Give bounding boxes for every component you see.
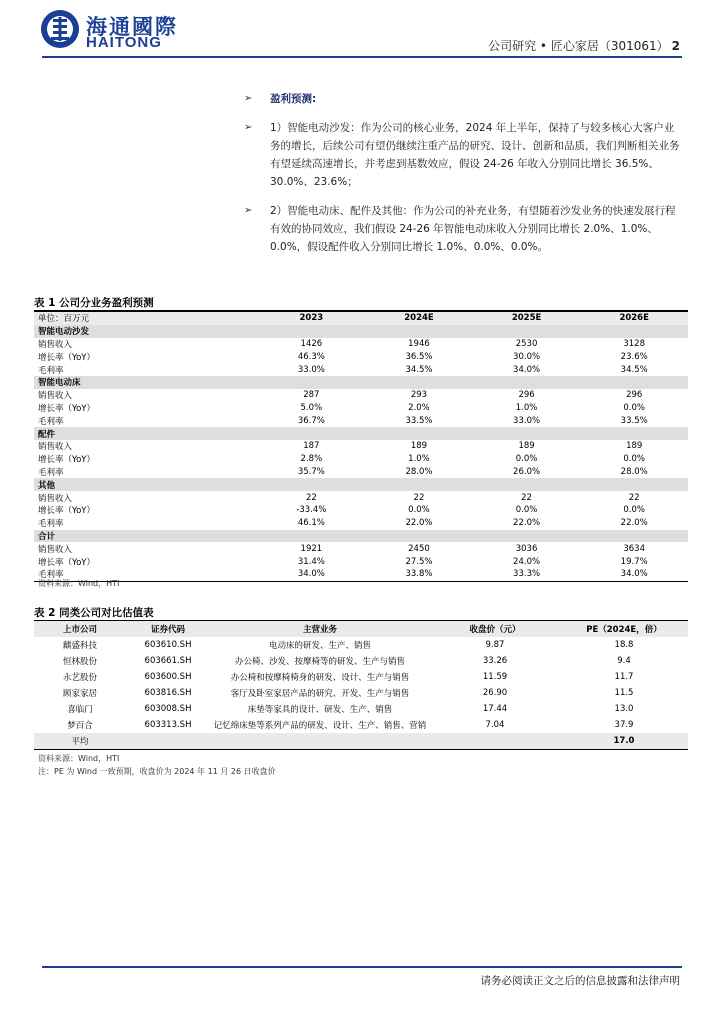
metric-value: 3036 [515,543,538,554]
metric-value: 31.4% [297,556,325,567]
metric-value: 189 [410,441,428,452]
table-row [34,568,688,581]
metric-label: 增长率（YoY） [38,557,95,568]
stock-code: 603008.SH [144,704,192,714]
close-price: 7.04 [485,720,505,730]
average-pe: 17.0 [560,733,688,750]
metric-value: 26.0% [513,466,541,477]
table1-source: 资料来源：Wind，HTI [38,579,120,588]
metric-value: 1426 [300,338,323,349]
table-row [34,504,688,517]
main-business: 办公椅、沙发、按摩椅等的研发、生产与销售 [234,657,405,667]
arrow-bullet-icon: ➢ [244,122,253,133]
metric-value: 34.5% [620,364,648,375]
segment-group-row [34,530,688,543]
table-row [34,338,688,351]
metric-label: 增长率（YoY） [38,352,95,363]
metric-value: 35.7% [297,466,325,477]
main-business: 床垫等家具的设计、研发、生产、销售 [247,705,393,715]
metric-value: 19.7% [620,556,648,567]
metric-value: 36.5% [405,351,433,362]
metric-label: 增长率（YoY） [38,506,95,517]
metric-value: 296 [518,390,535,401]
pe-value: 18.8 [614,640,634,650]
metric-value: 22 [628,492,640,503]
metric-value: 33.0% [297,364,325,375]
table-row [34,542,688,555]
table-row [34,491,688,504]
metric-value: 0.0% [623,402,645,413]
header-company: 上市公司 [34,621,126,637]
segment-name: 配件 [34,427,258,440]
average-row [34,733,688,750]
pe-value: 9.4 [617,656,631,666]
company-name: 梦百合 [67,721,93,731]
year-header: 2023 [258,312,366,325]
bullet-item-text: 1）智能电动沙发：作为公司的核心业务，2024 年上半年，保持了与较多核心大客户业务的增长，后续公司有望仍继续注重产品的研究、设计、创新和品质，我们判断相关业务有望延续高速增长，并考虑到基数效应，假设 24-26 年收入分别同比增长 36.5%、30.0%、23.6%； [270,122,680,188]
pe-value: 13.0 [614,704,634,714]
table-row [34,402,688,415]
table-row [34,653,688,669]
metric-value: 5.0% [300,402,323,413]
arrow-bullet-icon: ➢ [244,205,253,216]
bullet-item-text: 2）智能电动床、配件及其他：作为公司的补充业务，有望随着沙发业务的快速发展行程有效的协同效应，我们假设 24-26 年智能电动床收入分别同比增长 2.0%、1.0%、0.0%，假设配件收入分别同比增长 1.0%、0.0%、0.0%。 [270,205,676,253]
metric-value: 28.0% [620,466,648,477]
metric-label: 增长率（YoY） [38,403,95,414]
metric-value: 24.0% [513,556,541,567]
metric-label: 增长率（YoY） [38,455,95,466]
metric-value: 2.0% [408,402,430,413]
main-business: 客厅及卧室家居产品的研究、开发、生产与销售 [230,689,410,699]
pe-value: 11.7 [614,672,634,682]
table-row [34,517,688,530]
segment-group-row [34,478,688,491]
metric-value: 34.0% [513,364,541,375]
segment-forecast-table [34,312,688,582]
metric-label: 销售收入 [38,391,73,402]
metric-value: 0.0% [515,454,538,465]
metric-value: 189 [518,441,535,452]
main-business: 办公椅和按摩椅椅身的研发、设计、生产与销售 [230,673,410,683]
metric-value: 0.0% [623,454,645,465]
table-row [34,440,688,453]
logo-chinese-text: 海通國際 [86,15,178,39]
header-code: 证券代码 [126,621,210,637]
metric-value: 46.1% [297,518,325,529]
table2-source: 资料来源：Wind，HTI [38,754,120,763]
stock-code: 603600.SH [144,672,192,682]
metric-value: 22.0% [405,518,433,529]
table-row [34,363,688,376]
page-header [0,0,724,60]
metric-value: 0.0% [623,505,645,516]
main-business: 电动床的研发、生产、销售 [268,641,371,651]
metric-label: 毛利率 [38,519,64,530]
metric-value: 22 [305,492,317,503]
metric-value: 27.5% [405,556,433,567]
table-row [34,414,688,427]
forecast-bullets [244,90,684,267]
header-pe: PE（2024E，倍） [560,621,688,637]
metric-label: 销售收入 [38,544,73,555]
metric-value: 0.0% [408,505,430,516]
metric-value: 34.5% [405,364,433,375]
segment-group-row [34,376,688,389]
table-header-row [34,621,688,637]
main-business: 记忆绵床垫等系列产品的研发、设计、生产、销售、营销 [213,721,427,731]
metric-value: 30.0% [513,351,541,362]
year-header: 2026E [580,312,688,325]
company-name: 顾家家居 [62,689,97,699]
segment-group-row [34,427,688,440]
stock-code: 603816.SH [144,688,192,698]
table-row [34,717,688,733]
metric-value: 2530 [515,338,538,349]
stock-code: 603313.SH [144,720,192,730]
table-row [34,669,688,685]
close-price: 33.26 [482,656,508,666]
year-header: 2024E [365,312,473,325]
metric-value: 1921 [300,543,323,554]
metric-value: -33.4% [296,505,327,516]
metric-value: 0.0% [515,505,538,516]
segment-group-row [34,325,688,338]
peer-valuation-table [34,621,688,750]
table-header-row [34,312,688,325]
average-label: 平均 [34,733,126,750]
close-price: 9.87 [485,640,505,650]
pe-value: 11.5 [614,688,634,698]
metric-value: 34.0% [580,568,688,581]
metric-value: 33.5% [620,415,648,426]
metric-value: 33.3% [473,568,581,581]
arrow-bullet-icon: ➢ [244,93,253,104]
close-price: 11.59 [482,672,508,682]
company-name: 喜临门 [67,705,93,715]
table-row [34,685,688,701]
header-divider [42,56,682,58]
segment-name: 智能电动沙发 [34,325,258,338]
metric-value: 189 [626,441,643,452]
table-row [34,555,688,568]
table1-caption: 表 1 公司分业务盈利预测 [34,297,154,309]
metric-value: 187 [303,441,320,452]
metric-label: 毛利率 [38,365,64,376]
metric-value: 22.0% [620,518,648,529]
metric-value: 33.5% [405,415,433,426]
segment-name: 智能电动床 [34,376,258,389]
company-name: 永艺股份 [62,673,97,683]
metric-value: 22.0% [513,518,541,529]
metric-label: 销售收入 [38,493,73,504]
table2-note: 注：PE 为 Wind 一致预期，收盘价为 2024 年 11 月 26 日收盘价 [38,767,276,776]
haitong-logo-icon [40,9,80,49]
metric-value: 2.8% [300,454,323,465]
metric-label: 销售收入 [38,339,73,350]
bullet-title [244,90,684,108]
metric-value: 33.0% [513,415,541,426]
table-row [34,389,688,402]
company-name: 麒盛科技 [62,641,97,651]
table-row [34,453,688,466]
table-row [34,701,688,717]
year-header: 2025E [473,312,581,325]
footer-divider [42,966,682,968]
bullet-item [244,202,684,256]
stock-code: 603661.SH [144,656,192,666]
metric-value: 296 [626,390,643,401]
metric-value: 1.0% [515,402,538,413]
metric-value: 1946 [408,338,430,349]
page-number: 2 [671,39,680,53]
metric-value: 23.6% [620,351,648,362]
pe-value: 37.9 [614,720,634,730]
company-name: 恒林股份 [62,657,97,667]
metric-label: 销售收入 [38,442,73,453]
segment-name: 其他 [34,478,258,491]
metric-value: 22 [521,492,532,503]
metric-value: 2450 [408,543,430,554]
bullet-title-text: 盈利预测: [270,93,317,105]
metric-value: 33.8% [365,568,473,581]
metric-label: 毛利率 [38,416,64,427]
metric-value: 3634 [623,543,645,554]
metric-value: 22 [413,492,425,503]
header-close-price: 收盘价（元） [430,621,560,637]
metric-label: 毛利率 [38,467,64,478]
header-business: 主营业务 [210,621,430,637]
metric-value: 46.3% [297,351,325,362]
close-price: 17.44 [482,704,508,714]
metric-value: 3128 [623,338,645,349]
metric-value: 287 [303,390,320,401]
metric-value: 1.0% [408,454,430,465]
stock-code: 603610.SH [144,640,192,650]
metric-value: 293 [410,390,428,401]
metric-label: 毛利率 [34,568,258,581]
footer-disclaimer: 请务必阅读正文之后的信息披露和法律声明 [480,975,680,987]
metric-value: 36.7% [297,415,325,426]
metric-value: 34.0% [258,568,366,581]
table-row [34,350,688,363]
segment-name: 合计 [34,530,258,543]
close-price: 26.90 [482,688,508,698]
report-title: 公司研究 • 匠心家居（301061） [488,39,669,53]
logo-english-text: HAITONG [86,34,162,51]
metric-value: 28.0% [405,466,433,477]
bullet-item [244,119,684,191]
table-row [34,637,688,653]
report-header-line [488,37,680,54]
table2-caption: 表 2 同类公司对比估值表 [34,607,154,619]
unit-label: 单位：百万元 [34,312,258,325]
table-row [34,466,688,479]
